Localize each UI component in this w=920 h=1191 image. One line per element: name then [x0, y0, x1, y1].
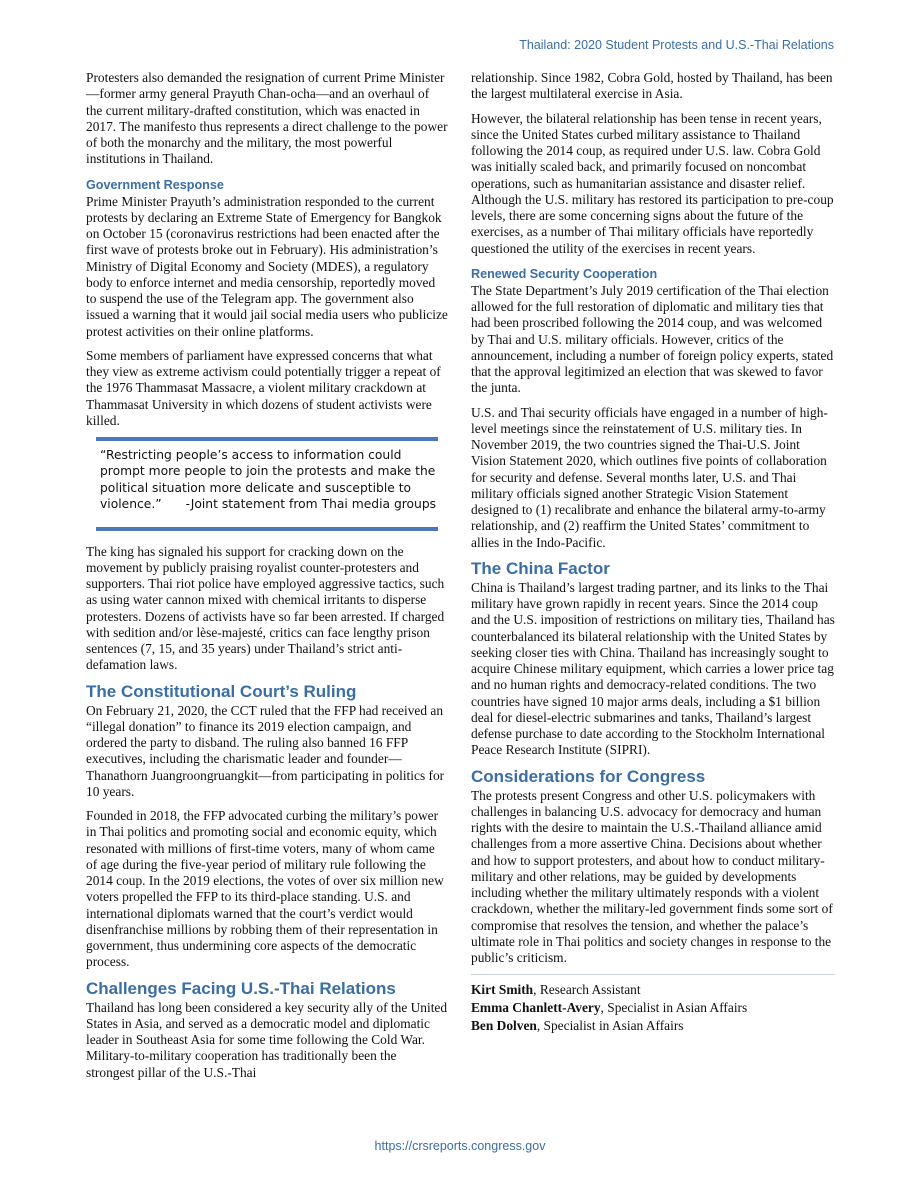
heading-considerations-congress: Considerations for Congress: [471, 766, 706, 786]
paragraph: Some members of parliament have expressed concerns that what they view as extreme activism could potentially trigger a repeat of the 1976 Thammasat Massacre, a violent military crackdown at Thammasat University in which dozens of student activists were killed.: [86, 347, 441, 428]
paragraph: U.S. and Thai security officials have engaged in a number of high-level meetings since the reinstatement of U.S. military ties. In November 2019, the two countries signed the Thai-U.S. Joint Vision Statement 2020, which outlines five points of collaboration for security and defense. Several months later, U.S. and Thai military officials signed another Strategic Vision Statement designed to (1) recalibrate and enhance the bilateral army-to-army relationship, and (2) reaffirm the United States’ commitment to allies in the Indo-Pacific.: [471, 404, 828, 550]
quote-text: “Restricting people’s access to information could prompt more people to join the protests and make the political situation more delicate and susceptible to violence.”: [100, 448, 436, 512]
author-line: [471, 999, 835, 1017]
paragraph: Prime Minister Prayuth’s administration responded to the current protests by declaring an Extreme State of Emergency for Bangkok on October 15 (coronavirus restrictions had been enacted after the first wave of protests broke out in February). His administration’s Ministry of Digital Economy and Society (MDES), a regulatory body to enforce internet and media censorship, reportedly moved to suspend the use of the Telegram app. The government also issued a warning that it would jail social media users who publicize protest activities on their online platforms.: [86, 193, 448, 339]
quote-attribution: -Joint statement from Thai media groups: [185, 497, 437, 512]
paragraph: Founded in 2018, the FFP advocated curbing the military’s power in Thai politics and promoting social and economic equity, which resonated with millions of first-time voters, many of whom came of age during the five-year period of military rule following the 2014 coup. In the 2019 elections, the votes of over six million new voters propelled the FFP to its third-place standing. U.S. and international diplomats warned that the court’s verdict would disenfranchise millions by robbing them of their representation in government, thus undermining core aspects of the democratic process.: [86, 808, 444, 970]
author-title: , Specialist in Asian Affairs: [536, 1018, 684, 1034]
running-header: Thailand: 2020 Student Protests and U.S.-Thai Relations: [519, 38, 834, 52]
heading-constitutional-court: The Constitutional Court’s Ruling: [86, 681, 357, 701]
author-line: [471, 1017, 835, 1035]
heading-china-factor: The China Factor: [471, 558, 610, 578]
paragraph: However, the bilateral relationship has been tense in recent years, since the United States curbed military assistance to Thailand following the 2014 coup, as required under U.S. law. Cobra Gold was initially scaled back, and primarily focused on noncombat operations, such as humanitarian assistance and disaster relief. Although the U.S. military has restored its participation to pre-coup levels, there are some concerning signs about the future of the exercises, as a number of Thai military officials have reportedly questioned the utility of the exercises in recent years.: [471, 110, 834, 256]
paragraph: The king has signaled his support for cracking down on the movement by publicly praising royalist counter-protesters and supporters. Thai riot police have employed aggressive tactics, such as using water cannon mixed with chemical irritants to disperse protesters. Dozens of activists have so far been arrested. If charged with sedition and/or lèse-majesté, critics can face lengthy prison sentences (7, 15, and 35 years) under Thailand’s strict anti-defamation laws.: [86, 543, 445, 673]
paragraph: relationship. Since 1982, Cobra Gold, hosted by Thailand, has been the largest multilateral exercise in Asia.: [471, 70, 833, 102]
paragraph: China is Thailand’s largest trading partner, and its links to the Thai military have grown rapidly in recent years. Since the 2014 coup and the U.S. imposition of restrictions on military ties, Thailand has counterbalanced its bilateral relationship with the United States by seeking closer ties with China. Thailand has increasingly sought to acquire Chinese military equipment, which carries a lower price tag and no human rights and democracy-related conditions. The two countries have signed 10 major arms deals, including a $1 billion deal for diesel-electric submarines and tanks, Thailand’s largest defense purchase to date according to the Stockholm International Peace Research Institute (SIPRI).: [471, 579, 835, 758]
right-column: [471, 70, 835, 1035]
paragraph: On February 21, 2020, the CCT ruled that the FFP had received an “illegal donation” to finance its 2019 election campaign, and ordered the party to disband. The ruling also banned 16 FFP executives, including the charismatic leader and founder—Thanathorn Juangroongruangkit—from participating in politics for 10 years.: [86, 702, 445, 799]
left-column: [86, 70, 448, 1089]
author-title: , Specialist in Asian Affairs: [600, 1000, 748, 1016]
paragraph: Thailand has long been considered a key security ally of the United States in Asia, and served as a democratic model and diplomatic leader in Southeast Asia for some time following the Cold War. Military-to-military cooperation has traditionally been the strongest pillar of the U.S.-Thai: [86, 999, 448, 1080]
heading-challenges: Challenges Facing U.S.-Thai Relations: [86, 978, 396, 998]
author-title: , Research Assistant: [533, 982, 641, 998]
footer-url: https://crsreports.congress.gov: [374, 1139, 546, 1153]
paragraph: Protesters also demanded the resignation of current Prime Minister—former army general Prayuth Chan-ocha—and an overhaul of the current military-drafted constitution, which was enacted in 2017. The manifesto thus represents a direct challenge to the power of both the monarchy and the military, the most powerful institutions in Thailand.: [86, 70, 448, 167]
pull-quote: [96, 437, 438, 531]
author-name: Emma Chanlett-Avery: [471, 1000, 601, 1016]
paragraph: The State Department’s July 2019 certification of the Thai election allowed for the full restoration of diplomatic and military ties that had been proscribed following the 2014 coup, and was welcomed by Thai and U.S. military officials. However, critics of the announcement, including a number of foreign policy experts, stated that the approval legitimized an election that was skewed to favor the junta.: [471, 282, 834, 396]
subheading-government-response: Government Response: [86, 177, 224, 192]
paragraph: The protests present Congress and other U.S. policymakers with challenges in balancing U.S. advocacy for democracy and human rights with the desire to maintain the U.S.-Thailand alliance amid challenges from a more assertive China. Decisions about whether and how to support protesters, and about how to conduct military-military and other relations, may be guided by developments including whether the military ultimately responds with a violent crackdown, whether the military-led government finds some sort of compromise that resolves the tension, and whether the palace’s ultimate role in Thai politics and society changes in response to the public’s criticism.: [471, 787, 833, 965]
author-name: Ben Dolven: [471, 1018, 537, 1034]
author-name: Kirt Smith: [471, 982, 534, 998]
author-line: [471, 981, 835, 999]
author-list: [471, 974, 835, 1035]
subheading-renewed-security: Renewed Security Cooperation: [471, 266, 658, 281]
